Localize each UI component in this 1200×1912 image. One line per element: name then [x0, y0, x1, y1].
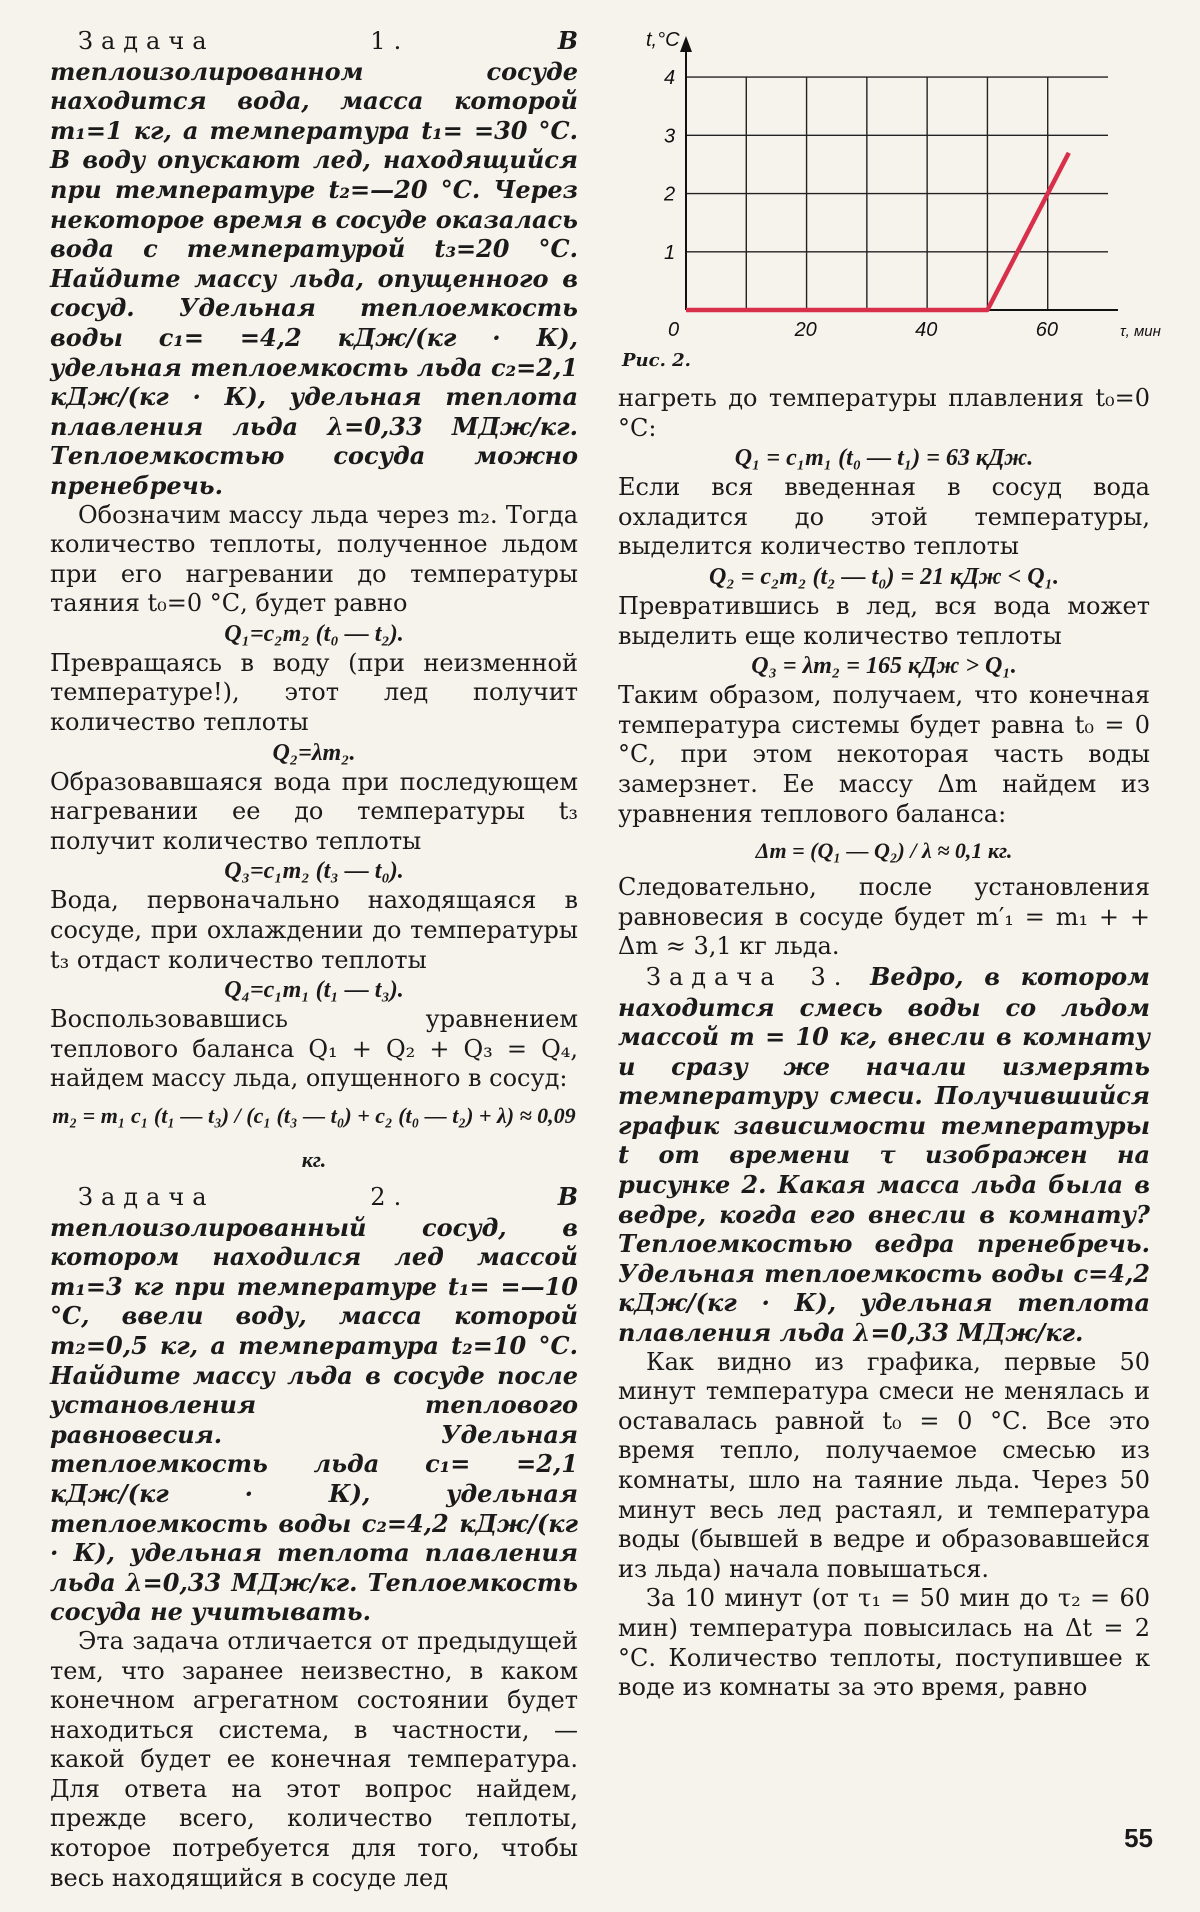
formula: Q₃ = λm₂ = 165 кДж > Q₁. [751, 653, 1017, 680]
right-column-text [618, 384, 1150, 1703]
temperature-time-chart [618, 0, 1161, 360]
paragraph: Таким образом, получаем, что конечная температура системы будет равна t₀ = 0 °С, при этом некоторая часть воды замерзнет. Ее массу Δm найдем из уравнения теплового баланса: [618, 681, 1150, 828]
data-series-line [686, 153, 1069, 310]
paragraph: Эта задача отличается от предыдущей тем, что заранее неизвестно, в каком конечном агрегатном состоянии будет находиться система, в частности, — какой будет ее конечная температура. Для ответа на этот вопрос найдем, прежде всего, количество теплоты, которое потребуется для того, чтобы весь находящийся в сосуде лед [50, 1626, 578, 1892]
paragraph: Если вся введенная в сосуд вода охладится до этой температуры, выделится количество теплоты [618, 473, 1150, 561]
paragraph: Превратившись в лед, вся вода может выделить еще количество теплоты [618, 591, 1150, 650]
formula: Q₂ = c₂m₂ (t₂ — t₀) = 21 кДж < Q₁. [709, 563, 1059, 590]
task-label: Задача 2. [78, 1183, 410, 1211]
y-tick-label: 4 [664, 67, 676, 90]
y-axis-arrow [680, 36, 692, 52]
formula: Q₃=c₁m₂ (t₃ — t₀). [224, 858, 404, 885]
x-tick-label: 20 [794, 319, 817, 341]
paragraph: Обозначим массу льда через m₂. Тогда количество теплоты, полученное льдом при его нагревании до температуры таяния t₀=0 °С, будет равно [50, 500, 578, 618]
formula: m₂ = m₁ c₁ (t₁ — t₃) / (c₁ (t₃ — t₀) + c₂ (t₀ — t₂) + λ) ≈ 0,09 кг. [52, 1103, 576, 1172]
task-text: В теплоизолированный сосуд, в котором находился лед массой m₁=3 кг при температуре t₁= =—10 °С, ввели воду, масса которой m₂=0,5 кг, а температура t₂=10 °С. Найдите массу льда в сосуде после установления теплового равновесия. Удельная теплоемкость льда c₁= =2,1 кДж/(кг · К), удельная теплоемкость воды c₂=4,2 кДж/(кг · К), удельная теплота плавления льда λ=0,33 МДж/кг. Теплоемкость сосуда не учитывать. [50, 1182, 578, 1627]
formula: Q₁ = c₁m₁ (t₀ — t₁) = 63 кДж. [734, 445, 1034, 472]
paragraph: Как видно из графика, первые 50 минут температура смеси не менялась и оставалась равной t₀ = 0 °С. Все это время тепло, получаемое смесью из комнаты, шло на таяние льда. Через 50 минут весь лед растаял, и температура воды (бывшей в ведре и образовавшейся из льда) начала повышаться. [618, 1347, 1150, 1583]
paragraph: За 10 минут (от τ₁ = 50 мин до τ₂ = 60 мин) температура повысилась на Δt = 2 °С. Количество теплоты, поступившее к воде из комнаты за это время, равно [618, 1584, 1150, 1702]
task-text: В теплоизолированном сосуде находится вода, масса которой m₁=1 кг, а температура t₁= =30 °С. В воду опускают лед, находящийся при температуре t₂=—20 °С. Через некоторое время в сосуде оказалась вода с температурой t₃=20 °С. Найдите массу льда, опущенного в сосуд. Удельная теплоемкость воды c₁= =4,2 кДж/(кг · К), удельная теплоемкость льда c₂=2,1 кДж/(кг · К), удельная теплота плавления льда λ=0,33 МДж/кг. Теплоемкостью сосуда можно пренебречь. [50, 26, 578, 500]
paragraph: Образовавшаяся вода при последующем нагревании ее до температуры t₃ получит количество теплоты [50, 767, 578, 855]
task-label: Задача 3. [646, 962, 850, 991]
y-tick-label: 3 [664, 125, 676, 148]
paragraph: Воспользовавшись уравнением теплового баланса Q₁ + Q₂ + Q₃ = Q₄, найдем массу льда, опущенного в сосуд: [50, 1005, 578, 1093]
paragraph: Следовательно, после установления равновесия в сосуде будет m′₁ = m₁ + + Δm ≈ 3,1 кг льда. [618, 873, 1150, 961]
y-axis-label: t,°C [646, 29, 680, 51]
page-number: 55 [1124, 1823, 1153, 1853]
y-tick-label: 2 [664, 183, 676, 206]
task-label: Задача 1. [78, 27, 410, 55]
task-statement [618, 962, 1150, 1348]
paragraph: нагреть до температуры плавления t₀=0 °С: [618, 384, 1150, 442]
left-column [50, 26, 578, 1893]
task-text: Ведро, в котором находится смесь воды со льдом массой m = 10 кг, внесли в комнату и сразу же начали измерять температуру смеси. Получившийся график зависимости температуры t от времени τ изображен на рисунке 2. Какая масса льда была в ведре, когда его внесли в комнату? Теплоемкостью ведра пренебречь. Удельная теплоемкость воды c=4,2 кДж/(кг · К), удельная теплота плавления льда λ=0,33 МДж/кг. [618, 961, 1150, 1348]
right-column [618, 0, 1161, 1703]
task-statement [50, 26, 578, 501]
paragraph: Вода, первоначально находящаяся в сосуде, при охлаждении до температуры t₃ отдаст количество теплоты [50, 886, 578, 974]
figure-2 [618, 0, 1161, 384]
paragraph: Превращаясь в воду (при неизменной температуре!), этот лед получит количество теплоты [50, 648, 578, 737]
figure-caption: Рис. 2. [622, 350, 691, 371]
x-axis-label: τ, мин [1120, 323, 1161, 340]
x-tick-label: 0 [668, 319, 680, 341]
formula: Q₂=λm₂. [272, 739, 356, 766]
x-tick-label: 40 [915, 319, 938, 341]
formula: Q₄=c₁m₁ (t₁ — t₃). [224, 977, 404, 1004]
y-tick-label: 1 [664, 241, 676, 264]
formula: Q₁=c₂m₂ (t₀ — t₂). [224, 620, 404, 647]
task-statement [50, 1182, 578, 1627]
formula: Δm = (Q₁ — Q₂) / λ ≈ 0,1 кг. [755, 838, 1013, 864]
x-tick-label: 60 [1035, 319, 1058, 341]
